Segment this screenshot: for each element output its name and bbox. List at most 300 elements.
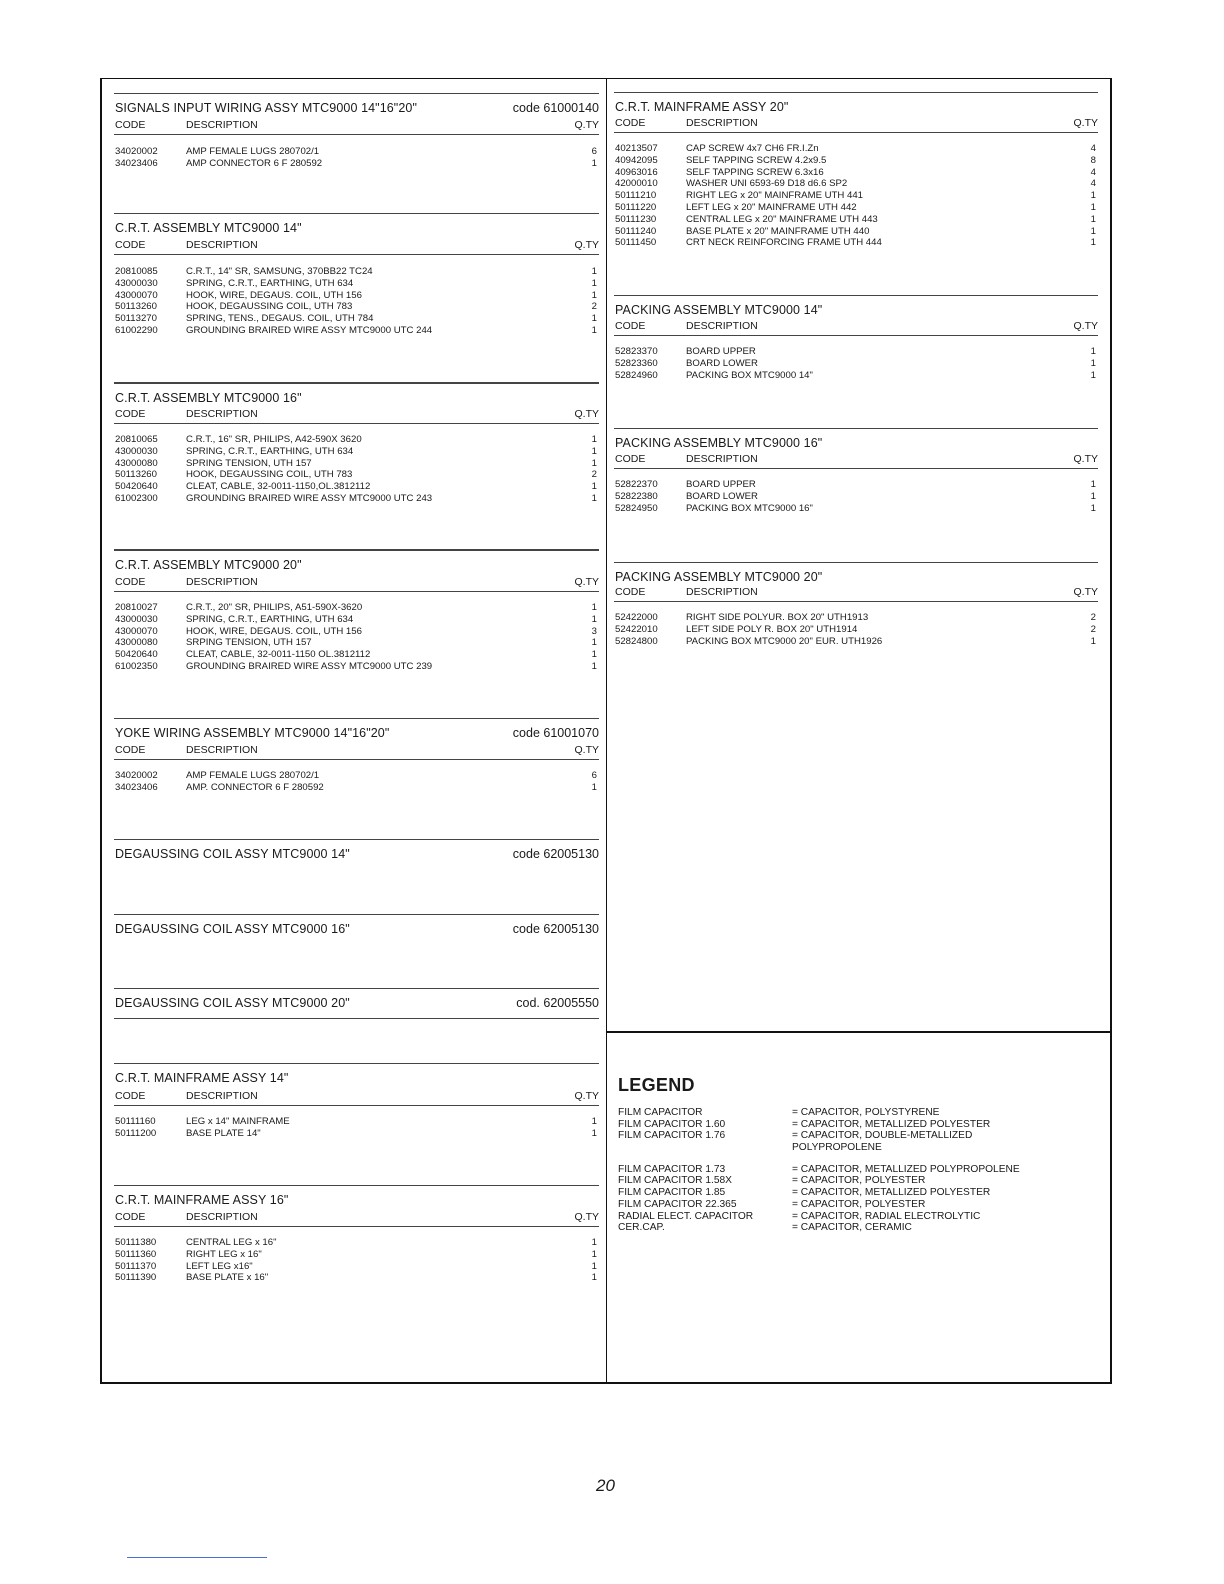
part-qty: 1 [591, 324, 597, 336]
header-code: CODE [615, 586, 646, 598]
part-rows [114, 1237, 599, 1284]
legend-entry [618, 1142, 1098, 1154]
part-description: SPRING, TENS., DEGAUS. COIL, UTH 784 [186, 313, 374, 325]
section-title: C.R.T. MAINFRAME ASSY 14" [115, 1071, 289, 1085]
part-description: HOOK, DEGAUSSING COIL, UTH 783 [186, 301, 353, 313]
part-qty: 1 [1090, 357, 1096, 369]
table-row [614, 178, 1098, 190]
legend-meaning: = CAPACITOR, METALLIZED POLYPROPOLENE [792, 1163, 1020, 1175]
part-description: RIGHT SIDE POLYUR. BOX 20" UTH1913 [686, 612, 869, 623]
table-row [114, 1128, 599, 1140]
part-qty: 4 [1090, 178, 1096, 190]
part-qty: 1 [591, 637, 597, 649]
table-row [114, 290, 599, 302]
part-code: 43000030 [115, 277, 158, 289]
legend-term: FILM CAPACITOR 1.73 [618, 1163, 726, 1175]
part-qty: 1 [591, 1116, 597, 1127]
legend-entry [618, 1211, 1098, 1223]
header-rule [614, 335, 1098, 336]
header-rule [114, 1105, 599, 1106]
column-header-row [614, 453, 1098, 466]
part-qty: 4 [1090, 143, 1096, 154]
part-description: GROUNDING BRAIRED WIRE ASSY MTC9000 UTC 244 [186, 324, 433, 336]
part-qty: 1 [1090, 369, 1096, 381]
part-description: C.R.T., 14" SR, SAMSUNG, 370BB22 TC24 [186, 266, 373, 277]
section-title: DEGAUSSING COIL ASSY MTC9000 14" [115, 847, 350, 861]
table-row [114, 458, 599, 470]
part-description: CENTRAL LEG x 20" MAINFRAME UTH 443 [686, 213, 878, 225]
part-qty: 1 [591, 1248, 597, 1260]
section-rule [614, 295, 1098, 296]
legend-meaning: = CAPACITOR, POLYSTYRENE [792, 1107, 940, 1118]
section-code: code 62005130 [512, 922, 599, 936]
part-qty: 1 [591, 613, 597, 625]
column-header-row [614, 117, 1098, 130]
part-code: 43000030 [115, 445, 158, 457]
section-code: code 61001070 [512, 726, 599, 740]
part-description: SELF TAPPING SCREW 6.3x16 [686, 166, 824, 178]
legend-list [618, 1107, 1098, 1234]
section-yoke-wiring [114, 718, 599, 793]
section-rule [114, 839, 599, 840]
header-code: CODE [615, 117, 646, 129]
part-qty: 6 [591, 770, 597, 781]
part-qty: 2 [1090, 612, 1096, 623]
section-crt-14 [114, 213, 599, 336]
header-rule [114, 1226, 599, 1227]
legend-term: FILM CAPACITOR 1.60 [618, 1118, 726, 1130]
part-code: 50111240 [615, 225, 657, 237]
table-row [114, 266, 599, 278]
header-rule [114, 134, 599, 135]
part-code: 52823360 [615, 357, 658, 369]
part-qty: 1 [1090, 201, 1096, 213]
part-qty: 1 [591, 157, 597, 169]
part-code: 43000080 [115, 457, 158, 469]
section-title: YOKE WIRING ASSEMBLY MTC9000 14"16"20" [115, 726, 390, 740]
header-rule [114, 591, 599, 592]
header-rule [114, 423, 599, 424]
part-code: 52823370 [615, 346, 658, 357]
section-rule [114, 914, 599, 915]
section-signals-input [114, 93, 599, 169]
part-qty: 1 [591, 266, 597, 277]
table-row [614, 143, 1098, 155]
section-title: C.R.T. ASSEMBLY MTC9000 20" [115, 558, 302, 572]
part-description: CENTRAL LEG x 16" [186, 1237, 277, 1248]
section-rule [114, 383, 599, 384]
section-title: C.R.T. ASSEMBLY MTC9000 14" [115, 221, 302, 235]
part-qty: 1 [591, 457, 597, 469]
table-row [114, 278, 599, 290]
section-rule [114, 93, 599, 94]
header-code: CODE [115, 119, 146, 131]
legend-term: FILM CAPACITOR 1.85 [618, 1187, 726, 1199]
table-row [614, 346, 1098, 358]
section-rule [114, 213, 599, 214]
table-row [614, 202, 1098, 214]
header-rule [614, 601, 1098, 602]
legend-meaning: = CAPACITOR, DOUBLE-METALLIZED [792, 1130, 973, 1142]
part-description: RIGHT LEG x 20" MAINFRAME UTH 441 [686, 190, 864, 202]
table-row [614, 358, 1098, 370]
part-description: SELF TAPPING SCREW 4.2x9.5 [686, 154, 827, 166]
part-qty: 1 [591, 434, 597, 445]
table-row [614, 226, 1098, 238]
section-title: PACKING ASSEMBLY MTC9000 20" [615, 570, 823, 584]
header-description: DESCRIPTION [686, 586, 758, 598]
section-code: code 62005130 [512, 847, 599, 861]
part-code: 20810065 [115, 434, 158, 445]
section-title: DEGAUSSING COIL ASSY MTC9000 16" [115, 922, 350, 936]
part-code: 50111220 [615, 201, 657, 213]
section-mainframe-16 [114, 1185, 599, 1284]
legend-term: CER.CAP. [618, 1222, 665, 1234]
part-code: 50111230 [615, 213, 657, 225]
part-description: AMP FEMALE LUGS 280702/1 [186, 146, 320, 157]
part-qty: 1 [1090, 502, 1096, 514]
part-qty: 1 [591, 277, 597, 289]
legend-term: FILM CAPACITOR 22.365 [618, 1198, 737, 1210]
part-description: C.R.T., 16" SR, PHILIPS, A42-590X 3620 [186, 434, 362, 445]
part-qty: 1 [591, 1237, 597, 1248]
part-description: BASE PLATE 14" [186, 1127, 261, 1139]
part-code: 34020002 [115, 146, 158, 157]
section-title: SIGNALS INPUT WIRING ASSY MTC9000 14"16"20" [115, 101, 417, 115]
part-rows [114, 266, 599, 337]
table-row [114, 602, 599, 614]
part-description: BOARD UPPER [686, 346, 756, 357]
header-code: CODE [115, 239, 146, 251]
legend-meaning: = CAPACITOR, POLYESTER [792, 1198, 926, 1210]
part-description: SPRING, C.R.T., EARTHING, UTH 634 [186, 277, 354, 289]
section-degauss-20 [114, 988, 599, 1010]
header-qty: Q.TY [574, 408, 599, 420]
part-description: BASE PLATE x 16" [186, 1272, 269, 1284]
table-row [114, 325, 599, 337]
part-qty: 6 [591, 146, 597, 157]
part-code: 20810027 [115, 602, 158, 613]
part-description: C.R.T., 20" SR, PHILIPS, A51-590X-3620 [186, 602, 363, 613]
legend-meaning: = CAPACITOR, CERAMIC [792, 1222, 912, 1234]
legend-entry [618, 1187, 1098, 1199]
column-header-row [114, 744, 599, 757]
part-qty: 2 [591, 469, 597, 481]
table-row [114, 446, 599, 458]
column-header-row [114, 576, 599, 589]
table-row [114, 493, 599, 505]
header-qty: Q.TY [574, 1211, 599, 1223]
table-row [114, 1116, 599, 1128]
part-rows [614, 346, 1098, 381]
part-code: 42000010 [615, 178, 658, 190]
part-code: 61002290 [115, 324, 158, 336]
header-code: CODE [115, 576, 146, 588]
part-code: 20810085 [115, 266, 158, 277]
section-title: PACKING ASSEMBLY MTC9000 14" [615, 303, 823, 317]
table-row [614, 479, 1098, 491]
part-rows [114, 146, 599, 170]
part-description: SPRING TENSION, UTH 157 [186, 457, 312, 469]
part-description: SPRING, C.R.T., EARTHING, UTH 634 [186, 445, 354, 457]
table-row [114, 637, 599, 649]
part-code: 50111160 [115, 1116, 156, 1127]
column-header-row [114, 119, 599, 132]
section-title: PACKING ASSEMBLY MTC9000 16" [615, 436, 823, 450]
table-row [114, 434, 599, 446]
part-code: 50113260 [115, 301, 157, 313]
legend-entry [618, 1199, 1098, 1211]
section-crt-16 [114, 383, 599, 504]
header-qty: Q.TY [574, 576, 599, 588]
part-description: LEG x 14" MAINFRAME [186, 1116, 290, 1127]
section-packing-14 [614, 295, 1098, 381]
part-qty: 1 [1090, 346, 1096, 357]
section-rule [114, 988, 599, 989]
part-description: BOARD UPPER [686, 479, 756, 490]
section-packing-20 [614, 562, 1098, 647]
header-qty: Q.TY [574, 119, 599, 131]
header-qty: Q.TY [1073, 117, 1098, 129]
section-rule [614, 92, 1098, 93]
header-description: DESCRIPTION [186, 1211, 258, 1223]
header-code: CODE [115, 1211, 146, 1223]
section-packing-16 [614, 428, 1098, 514]
column-header-row [114, 239, 599, 252]
part-qty: 1 [591, 313, 597, 325]
column-header-row [614, 586, 1098, 599]
part-code: 43000080 [115, 637, 158, 649]
column-divider [606, 78, 607, 1384]
part-rows [114, 770, 599, 794]
part-rows [114, 602, 599, 673]
part-code: 50111380 [115, 1237, 157, 1248]
part-code: 50111450 [615, 237, 657, 249]
part-qty: 1 [591, 1127, 597, 1139]
section-title: C.R.T. MAINFRAME ASSY 20" [615, 100, 789, 114]
section-crt-20 [114, 550, 599, 672]
table-row [614, 624, 1098, 636]
part-code: 34023406 [115, 157, 158, 169]
part-rows [614, 143, 1098, 249]
table-row [114, 146, 599, 158]
table-row [614, 167, 1098, 179]
section-rule [614, 562, 1098, 563]
part-qty: 1 [1090, 225, 1096, 237]
part-qty: 1 [591, 481, 597, 493]
part-description: LEFT LEG x16" [186, 1260, 253, 1272]
part-code: 52422010 [615, 623, 658, 635]
part-qty: 1 [591, 445, 597, 457]
footer-link-line [127, 1557, 267, 1558]
header-qty: Q.TY [1073, 320, 1098, 332]
header-rule [614, 132, 1098, 133]
legend-separator [607, 1031, 1112, 1033]
table-row [114, 1272, 599, 1284]
part-qty: 8 [1090, 154, 1096, 166]
legend-term: RADIAL ELECT. CAPACITOR [618, 1210, 754, 1222]
legend-box [618, 1075, 1098, 1234]
part-rows [614, 479, 1098, 514]
part-code: 40963016 [615, 166, 658, 178]
part-qty: 2 [591, 301, 597, 313]
part-description: CAP SCREW 4x7 CH6 FR.I.Zn [686, 143, 819, 154]
section-mainframe-14 [114, 1063, 599, 1139]
legend-term: FILM CAPACITOR 1.58X [618, 1175, 732, 1187]
part-rows [114, 434, 599, 505]
column-header-row [114, 1090, 599, 1103]
section-rule [114, 550, 599, 551]
part-code: 40942095 [615, 154, 658, 166]
part-qty: 1 [591, 781, 597, 793]
part-qty: 1 [591, 289, 597, 301]
part-code: 43000070 [115, 289, 158, 301]
part-description: GROUNDING BRAIRED WIRE ASSY MTC9000 UTC 239 [186, 660, 433, 672]
part-code: 52824800 [615, 635, 658, 647]
part-code: 52824950 [615, 502, 658, 514]
part-description: BASE PLATE x 20" MAINFRAME UTH 440 [686, 225, 870, 237]
table-row [114, 1249, 599, 1261]
legend-term: FILM CAPACITOR 1.76 [618, 1130, 726, 1142]
column-header-row [614, 320, 1098, 333]
part-description: PACKING BOX MTC9000 14" [686, 369, 813, 381]
header-description: DESCRIPTION [686, 320, 758, 332]
part-code: 52422000 [615, 612, 658, 623]
section-title: C.R.T. MAINFRAME ASSY 16" [115, 1193, 289, 1207]
part-qty: 1 [1090, 190, 1096, 202]
part-qty: 1 [591, 602, 597, 613]
section-rule [114, 1063, 599, 1064]
header-description: DESCRIPTION [186, 744, 258, 756]
table-row [614, 370, 1098, 382]
legend-entry [618, 1130, 1098, 1142]
part-qty: 3 [591, 625, 597, 637]
table-row [114, 661, 599, 673]
part-code: 40213507 [615, 143, 658, 154]
part-qty: 1 [1090, 490, 1096, 502]
part-code: 50111390 [115, 1272, 157, 1284]
table-row [114, 770, 599, 782]
section-degauss-14 [114, 839, 599, 861]
part-code: 61002350 [115, 660, 158, 672]
part-description: BOARD LOWER [686, 490, 758, 502]
header-qty: Q.TY [574, 1090, 599, 1102]
part-description: SRPING TENSION, UTH 157 [186, 637, 312, 649]
section-rule [614, 428, 1098, 429]
legend-meaning: = CAPACITOR, POLYESTER [792, 1175, 926, 1187]
header-rule [114, 759, 599, 760]
part-code: 50113260 [115, 469, 157, 481]
part-code: 34023406 [115, 781, 158, 793]
column-header-row [114, 408, 599, 421]
legend-title: LEGEND [618, 1075, 695, 1095]
section-mainframe-20 [614, 92, 1098, 249]
header-rule [614, 468, 1098, 469]
part-qty: 1 [1090, 479, 1096, 490]
table-row [614, 503, 1098, 515]
section-title: DEGAUSSING COIL ASSY MTC9000 20" [115, 996, 350, 1010]
part-description: HOOK, DEGAUSSING COIL, UTH 783 [186, 469, 353, 481]
part-qty: 1 [1090, 237, 1096, 249]
part-description: CLEAT, CABLE, 32-0011-1150 OL.3812112 [186, 649, 371, 661]
part-code: 50111360 [115, 1248, 157, 1260]
part-code: 52822370 [615, 479, 658, 490]
section-code: cod. 62005550 [516, 996, 599, 1010]
header-description: DESCRIPTION [186, 1090, 258, 1102]
part-qty: 1 [591, 649, 597, 661]
table-row [114, 1237, 599, 1249]
table-row [614, 491, 1098, 503]
part-code: 43000070 [115, 625, 158, 637]
header-code: CODE [615, 453, 646, 465]
header-rule [114, 254, 599, 255]
table-row [114, 469, 599, 481]
part-description: GROUNDING BRAIRED WIRE ASSY MTC9000 UTC 243 [186, 492, 433, 504]
part-description: PACKING BOX MTC9000 20" EUR. UTH1926 [686, 635, 883, 647]
page-number: 20 [596, 1476, 615, 1495]
part-description: CRT NECK REINFORCING FRAME UTH 444 [686, 237, 882, 249]
table-row [614, 612, 1098, 624]
header-qty: Q.TY [1073, 453, 1098, 465]
section-title: C.R.T. ASSEMBLY MTC9000 16" [115, 391, 302, 405]
part-code: 43000030 [115, 613, 158, 625]
table-row [614, 237, 1098, 249]
table-row [614, 214, 1098, 226]
part-code: 50111210 [615, 190, 657, 202]
header-description: DESCRIPTION [186, 408, 258, 420]
part-qty: 1 [591, 1260, 597, 1272]
table-row [114, 158, 599, 170]
section-end-rule [114, 1018, 599, 1019]
section-code: code 61000140 [512, 101, 599, 115]
legend-entry [618, 1164, 1098, 1176]
table-row [614, 155, 1098, 167]
table-row [114, 614, 599, 626]
part-description: BOARD LOWER [686, 357, 758, 369]
part-code: 50113270 [115, 313, 157, 325]
table-row [614, 190, 1098, 202]
header-code: CODE [615, 320, 646, 332]
part-rows [614, 612, 1098, 647]
part-qty: 1 [1090, 635, 1096, 647]
header-description: DESCRIPTION [686, 453, 758, 465]
part-code: 50111200 [115, 1127, 157, 1139]
legend-entry [618, 1119, 1098, 1131]
part-code: 50420640 [115, 481, 158, 493]
part-description: SPRING, C.R.T., EARTHING, UTH 634 [186, 613, 354, 625]
part-description: RIGHT LEG x 16" [186, 1248, 262, 1260]
section-rule [114, 718, 599, 719]
part-qty: 4 [1090, 166, 1096, 178]
part-code: 61002300 [115, 492, 158, 504]
header-description: DESCRIPTION [186, 576, 258, 588]
part-description: WASHER UNI 6593-69 D18 d6.6 SP2 [686, 178, 848, 190]
header-code: CODE [115, 408, 146, 420]
part-description: AMP CONNECTOR 6 F 280592 [186, 157, 323, 169]
part-qty: 1 [591, 1272, 597, 1284]
part-qty: 2 [1090, 623, 1096, 635]
table-row [114, 782, 599, 794]
table-row [114, 313, 599, 325]
part-qty: 1 [591, 492, 597, 504]
legend-meaning: = CAPACITOR, METALLIZED POLYESTER [792, 1187, 991, 1199]
header-description: DESCRIPTION [686, 117, 758, 129]
header-code: CODE [115, 744, 146, 756]
legend-meaning: POLYPROPOLENE [792, 1142, 882, 1154]
part-code: 50420640 [115, 649, 158, 661]
part-code: 52822380 [615, 490, 658, 502]
part-description: PACKING BOX MTC9000 16" [686, 502, 813, 514]
